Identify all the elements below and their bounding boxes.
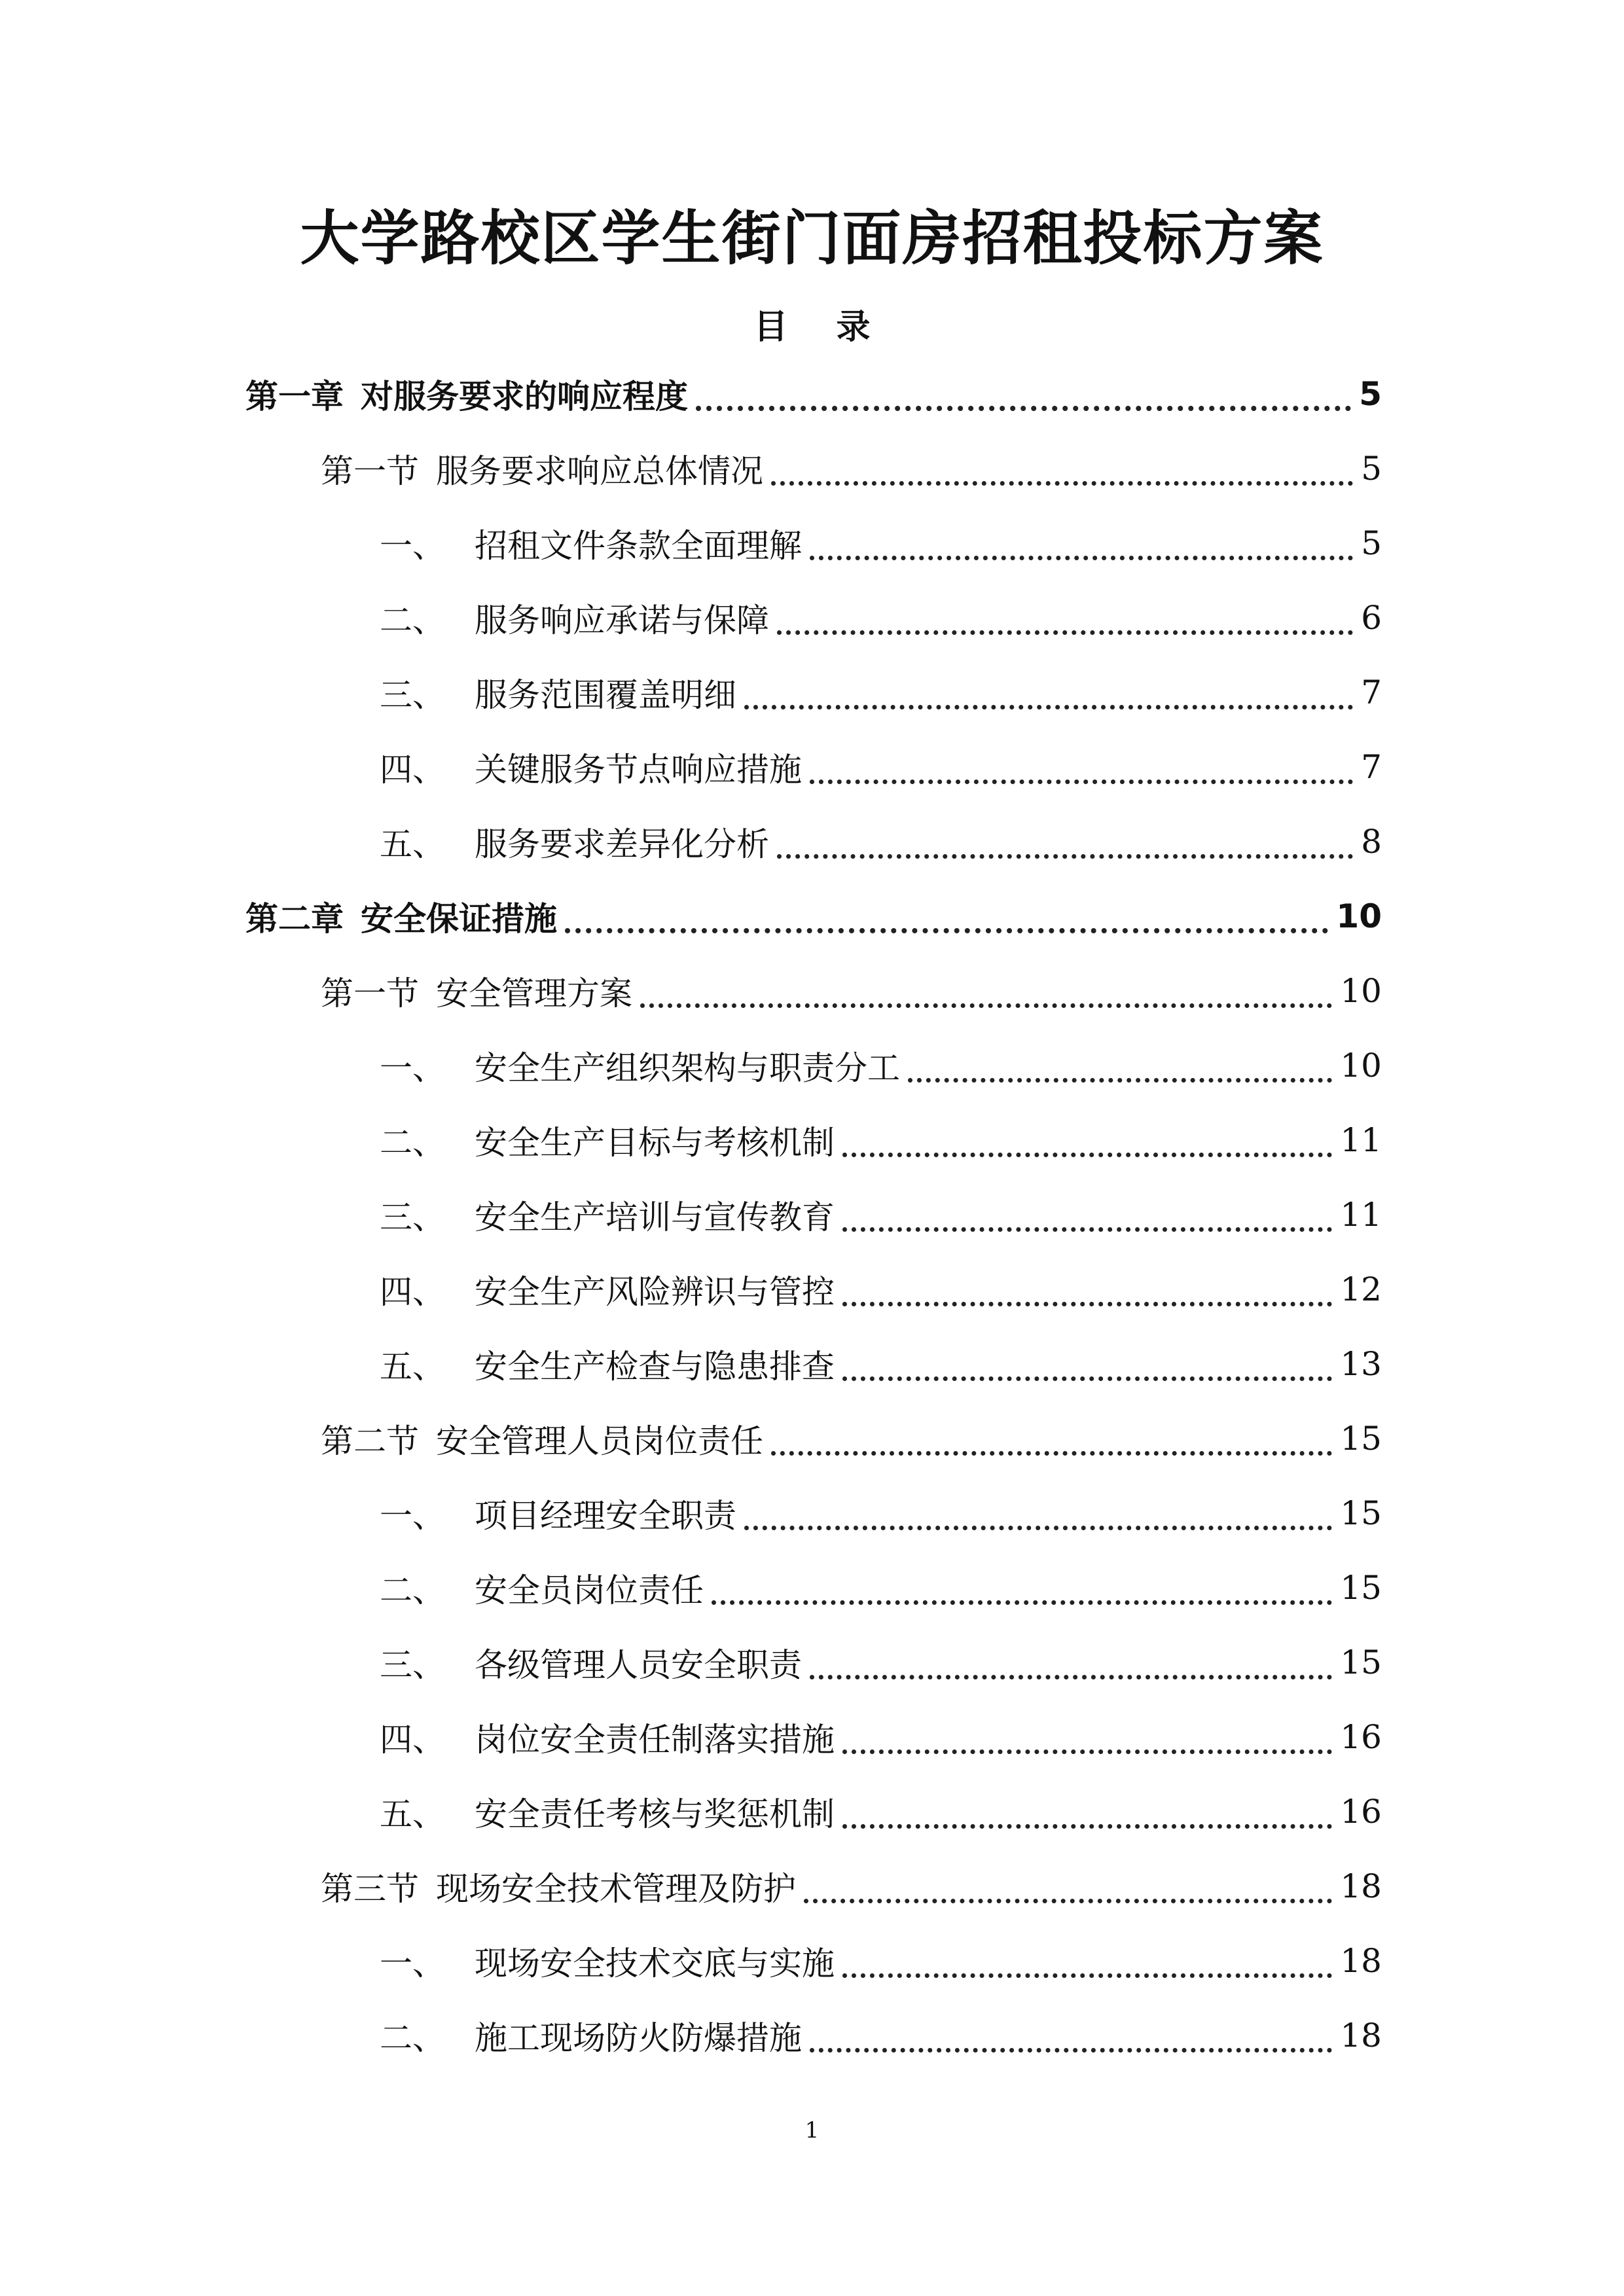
toc-entry-label <box>380 1564 704 1611</box>
toc-dot-leader <box>842 1824 1332 1829</box>
toc-entry-label <box>380 520 802 567</box>
toc-entry-page-number: 15 <box>1340 1569 1382 1607</box>
toc-item-entry[interactable] <box>0 1028 1624 1103</box>
toc-item-entry[interactable] <box>0 1924 1624 1998</box>
toc-entry-number: 二、 <box>380 1571 445 1609</box>
toc-entry-page-number: 5 <box>1359 375 1382 413</box>
toc-dot-leader <box>744 1526 1332 1530</box>
toc-entry-page-number: 15 <box>1340 1494 1382 1532</box>
toc-dot-leader <box>842 1227 1332 1232</box>
toc-entry-title: 安全生产组织架构与职责分工 <box>475 1049 900 1087</box>
toc-entry-page-number: 10 <box>1340 1047 1382 1085</box>
document-title: 大学路校区学生街门面房招租投标方案 <box>300 204 1324 273</box>
toc-entry-row <box>380 581 1382 655</box>
toc-section-entry[interactable] <box>0 1401 1624 1476</box>
toc-entry-title: 安全员岗位责任 <box>475 1571 704 1609</box>
toc-dot-leader <box>777 630 1353 635</box>
toc-chapter-entry[interactable] <box>0 879 1624 954</box>
toc-dot-leader <box>810 2048 1332 2053</box>
toc-item-entry[interactable] <box>0 1551 1624 1625</box>
toc-entry-number: 二、 <box>380 601 445 639</box>
toc-entry-title: 安全生产检查与隐患排查 <box>475 1348 835 1386</box>
toc-entry-row <box>380 1327 1382 1401</box>
toc-entry-number: 一、 <box>380 1049 445 1087</box>
toc-entry-page-number: 18 <box>1340 2017 1382 2054</box>
toc-entry-page-number: 5 <box>1361 524 1382 562</box>
toc-entry-title: 安全生产培训与宣传教育 <box>475 1198 835 1236</box>
toc-dot-leader <box>842 1749 1332 1754</box>
toc-entry-title: 关键服务节点响应措施 <box>475 751 802 789</box>
toc-item-entry[interactable] <box>0 1700 1624 1774</box>
toc-entry-label <box>245 370 688 418</box>
toc-entry-page-number: 16 <box>1340 1718 1382 1756</box>
toc-entry-label <box>380 669 736 716</box>
toc-entry-row <box>380 506 1382 581</box>
toc-entry-label <box>380 1266 835 1313</box>
toc-entry-label <box>380 1788 835 1835</box>
toc-dot-leader <box>810 1675 1332 1679</box>
toc-entry-label <box>380 594 769 641</box>
toc-entry-number: 第二章 <box>245 900 344 938</box>
toc-entry-label <box>380 1639 802 1686</box>
toc-entry-row <box>380 1625 1382 1700</box>
toc-dot-leader <box>771 1451 1332 1456</box>
toc-dot-leader <box>744 705 1353 709</box>
toc-entry-row <box>321 1849 1382 1924</box>
toc-item-entry[interactable] <box>0 1476 1624 1551</box>
toc-dot-leader <box>842 1973 1332 1978</box>
toc-chapter-entry[interactable] <box>0 357 1624 431</box>
toc-entry-row <box>380 1700 1382 1774</box>
toc-entry-row <box>380 1252 1382 1327</box>
toc-entry-number: 四、 <box>380 751 445 789</box>
toc-entry-number: 二、 <box>380 1124 445 1162</box>
page-number: 1 <box>804 2117 820 2144</box>
toc-entry-page-number: 10 <box>1340 972 1382 1010</box>
toc-entry-title: 服务响应承诺与保障 <box>475 601 769 639</box>
toc-entry-title: 施工现场防火防爆措施 <box>475 2019 802 2057</box>
toc-entry-title: 招租文件条款全面理解 <box>475 527 802 565</box>
toc-dot-leader <box>804 1899 1332 1903</box>
toc-entry-number: 四、 <box>380 1721 445 1759</box>
toc-entry-page-number: 18 <box>1340 1942 1382 1980</box>
toc-entry-title: 现场安全技术交底与实施 <box>475 1945 835 1982</box>
toc-dot-leader <box>842 1153 1332 1157</box>
toc-entry-label <box>380 1340 835 1388</box>
toc-entry-page-number: 11 <box>1340 1196 1382 1234</box>
toc-entry-number: 一、 <box>380 1497 445 1535</box>
toc-entry-row <box>380 1998 1382 2073</box>
toc-entry-label <box>380 1117 835 1164</box>
toc-entry-page-number: 7 <box>1361 748 1382 786</box>
toc-entry-number: 五、 <box>380 1795 445 1833</box>
toc-entry-page-number: 15 <box>1340 1643 1382 1681</box>
toc-entry-title: 安全责任考核与奖惩机制 <box>475 1795 835 1833</box>
toc-item-entry[interactable] <box>0 1103 1624 1177</box>
toc-entry-label <box>380 1191 835 1238</box>
toc-entry-label <box>380 1490 736 1537</box>
toc-entry-page-number: 8 <box>1361 823 1382 861</box>
toc-entry-page-number: 12 <box>1340 1270 1382 1308</box>
toc-dot-leader <box>696 406 1351 411</box>
toc-entry-title: 安全管理方案 <box>436 975 632 1013</box>
toc-entry-number: 三、 <box>380 676 445 714</box>
toc-entry-row <box>380 1177 1382 1252</box>
toc-entry-title: 安全生产目标与考核机制 <box>475 1124 835 1162</box>
toc-entry-row <box>245 879 1382 954</box>
toc-entry-number: 二、 <box>380 2019 445 2057</box>
toc-entry-label <box>380 744 802 791</box>
toc-entry-page-number: 16 <box>1340 1793 1382 1831</box>
toc-entry-page-number: 15 <box>1340 1420 1382 1458</box>
toc-entry-label <box>380 1937 835 1984</box>
toc-entry-row <box>380 1476 1382 1551</box>
toc-dot-leader <box>565 928 1328 933</box>
toc-entry-number: 第一节 <box>321 975 419 1013</box>
toc-item-entry[interactable] <box>0 1625 1624 1700</box>
toc-entry-title: 服务要求响应总体情况 <box>436 452 763 490</box>
toc-entry-number: 第二节 <box>321 1422 419 1460</box>
toc-entry-title: 现场安全技术管理及防护 <box>436 1870 796 1908</box>
toc-section-entry[interactable] <box>0 954 1624 1028</box>
toc-entry-title: 服务范围覆盖明细 <box>475 676 736 714</box>
toc-dot-leader <box>771 481 1353 486</box>
toc-item-entry[interactable] <box>0 1774 1624 1849</box>
toc-entry-label <box>380 2012 802 2059</box>
toc-entry-row <box>380 804 1382 879</box>
toc-entry-title: 服务要求差异化分析 <box>475 825 769 863</box>
toc-entry-number: 四、 <box>380 1273 445 1311</box>
toc-entry-number: 一、 <box>380 527 445 565</box>
toc-heading: 目 录 <box>753 308 889 347</box>
toc-dot-leader <box>810 780 1353 784</box>
toc-entry-number: 五、 <box>380 825 445 863</box>
toc-entry-row <box>321 954 1382 1028</box>
toc-item-entry[interactable] <box>0 581 1624 655</box>
toc-entry-title: 安全生产风险辨识与管控 <box>475 1273 835 1311</box>
toc-item-entry[interactable] <box>0 1998 1624 2073</box>
toc-entry-row <box>380 1103 1382 1177</box>
toc-dot-leader <box>908 1078 1332 1083</box>
toc-entry-row <box>380 1924 1382 1998</box>
toc-entry-label <box>380 1713 835 1761</box>
toc-entry-number: 一、 <box>380 1945 445 1982</box>
toc-item-entry[interactable] <box>0 804 1624 879</box>
toc-item-entry[interactable] <box>0 1327 1624 1401</box>
toc-entry-row <box>321 1401 1382 1476</box>
toc-entry-label <box>380 1042 900 1089</box>
toc-entry-number: 第三节 <box>321 1870 419 1908</box>
toc-item-entry[interactable] <box>0 1177 1624 1252</box>
toc-entry-row <box>380 655 1382 730</box>
toc-section-entry[interactable] <box>0 1849 1624 1924</box>
toc-entry-row <box>380 1551 1382 1625</box>
toc-entry-number: 第一章 <box>245 378 344 416</box>
toc-entry-page-number: 10 <box>1336 897 1382 935</box>
toc-entry-label <box>380 818 769 865</box>
toc-entry-title: 项目经理安全职责 <box>475 1497 736 1535</box>
toc-entry-page-number: 13 <box>1340 1345 1382 1383</box>
toc-item-entry[interactable] <box>0 730 1624 804</box>
toc-entry-number: 三、 <box>380 1646 445 1684</box>
toc-entry-title: 对服务要求的响应程度 <box>361 378 688 416</box>
toc-entry-title: 各级管理人员安全职责 <box>475 1646 802 1684</box>
toc-entry-row <box>245 357 1382 431</box>
toc-entry-page-number: 7 <box>1361 673 1382 711</box>
toc-entry-page-number: 18 <box>1340 1867 1382 1905</box>
toc-entry-row <box>380 730 1382 804</box>
toc-dot-leader <box>842 1376 1332 1381</box>
toc-entry-number: 三、 <box>380 1198 445 1236</box>
toc-dot-leader <box>810 556 1353 560</box>
toc-entry-number: 第一节 <box>321 452 419 490</box>
toc-entry-label <box>321 1863 796 1910</box>
toc-entry-label <box>245 893 557 940</box>
toc-entry-row <box>380 1028 1382 1103</box>
toc-dot-leader <box>842 1302 1332 1306</box>
toc-entry-row <box>380 1774 1382 1849</box>
toc-section-entry[interactable] <box>0 431 1624 506</box>
toc-item-entry[interactable] <box>0 655 1624 730</box>
toc-dot-leader <box>640 1003 1332 1008</box>
toc-entry-label <box>321 445 763 492</box>
toc-dot-leader <box>712 1600 1332 1605</box>
toc-item-entry[interactable] <box>0 1252 1624 1327</box>
toc-entry-page-number: 5 <box>1361 450 1382 488</box>
toc-entry-number: 五、 <box>380 1348 445 1386</box>
toc-entry-page-number: 11 <box>1340 1121 1382 1159</box>
toc-entry-title: 安全管理人员岗位责任 <box>436 1422 763 1460</box>
toc-item-entry[interactable] <box>0 506 1624 581</box>
toc-entry-label <box>321 967 632 1014</box>
toc-entry-row <box>321 431 1382 506</box>
toc-entry-page-number: 6 <box>1361 599 1382 637</box>
toc-entry-label <box>321 1415 763 1462</box>
toc-entry-title: 岗位安全责任制落实措施 <box>475 1721 835 1759</box>
toc-entry-title: 安全保证措施 <box>361 900 557 938</box>
toc-dot-leader <box>777 854 1353 859</box>
table-of-contents <box>0 357 1624 2073</box>
